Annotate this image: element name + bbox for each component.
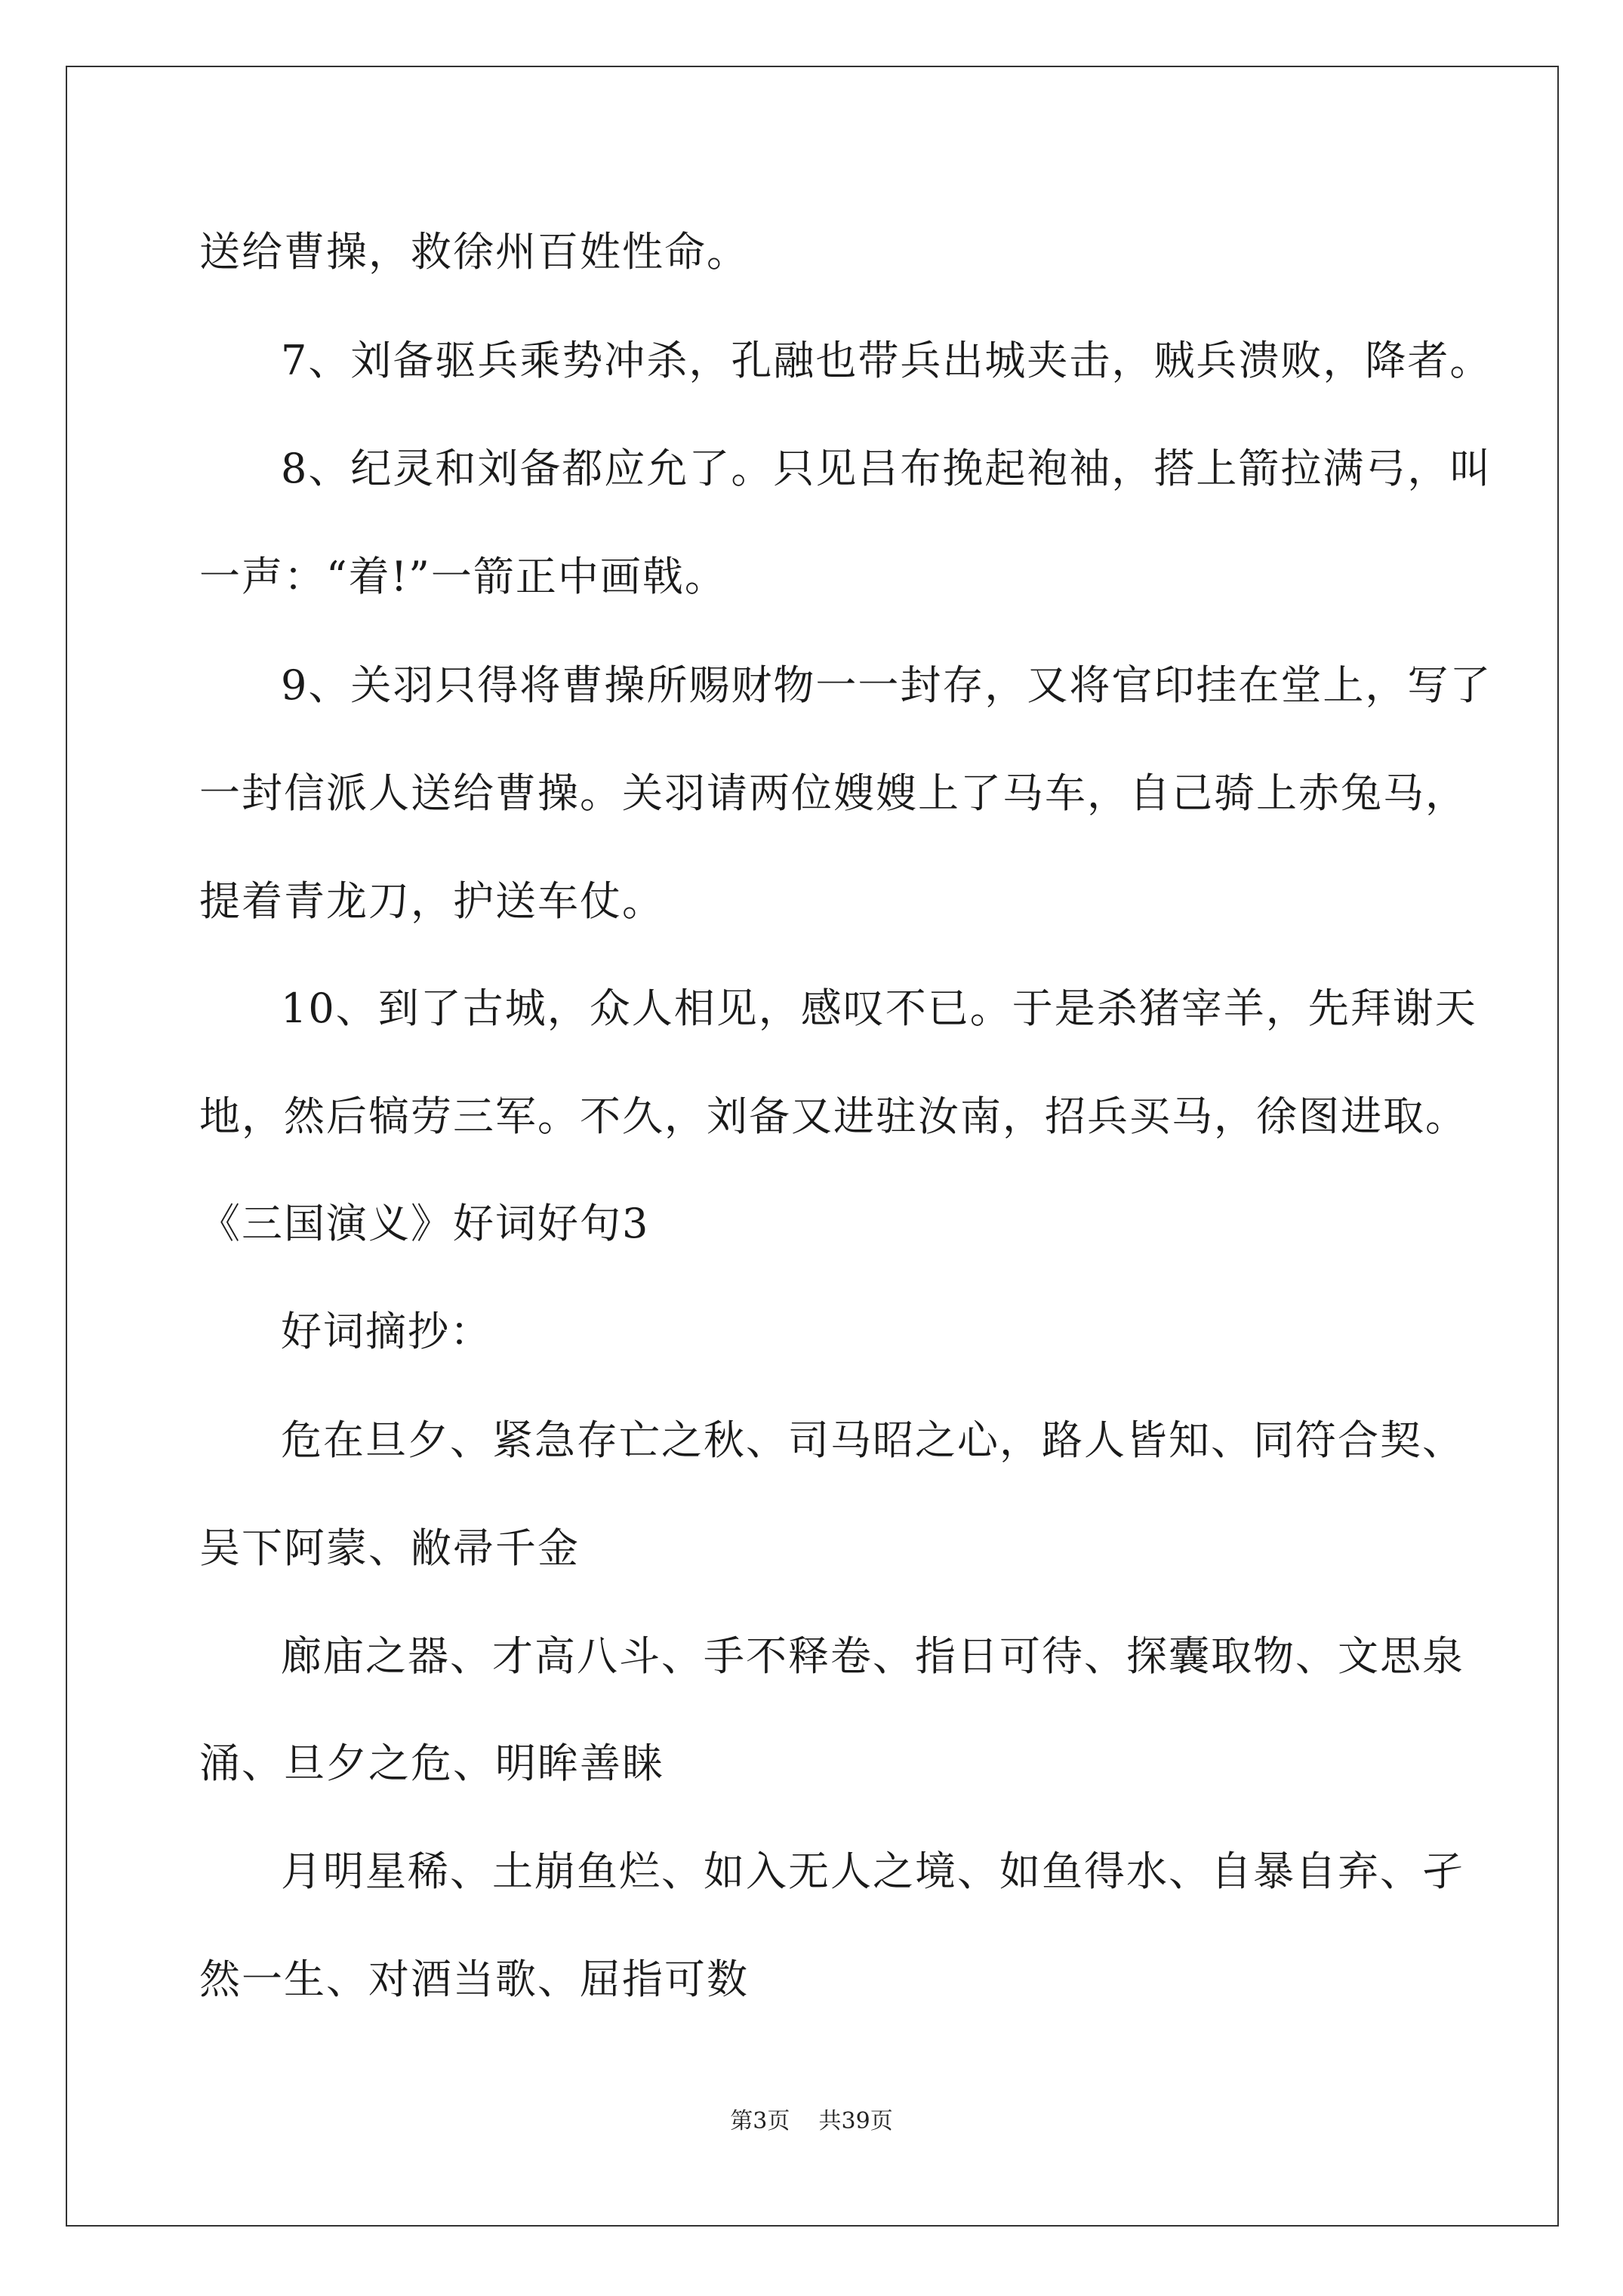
text-line: 10、到了古城，众人相见，感叹不已。于是杀猪宰羊，先拜谢天 xyxy=(281,985,1477,1032)
text-line: 廊庙之器、才高八斗、手不释卷、指日可待、探囊取物、文思泉 xyxy=(281,1632,1464,1680)
text-line: 吴下阿蒙、敝帚千金 xyxy=(199,1524,580,1572)
subheading: 好词摘抄： xyxy=(281,1308,492,1355)
text-line: 地，然后犒劳三军。不久，刘备又进驻汝南，招兵买马，徐图进取。 xyxy=(199,1093,1467,1140)
text-line: 提着青龙刀，护送车仗。 xyxy=(199,877,664,925)
text-line: 月明星稀、土崩鱼烂、如入无人之境、如鱼得水、自暴自弃、孑 xyxy=(281,1848,1464,1895)
text-line: 然一生、对酒当歌、屈指可数 xyxy=(199,1955,749,2003)
text-line: 涌、旦夕之危、明眸善睐 xyxy=(199,1740,664,1787)
text-line: 危在旦夕、紧急存亡之秋、司马昭之心，路人皆知、同符合契、 xyxy=(281,1416,1464,1464)
text-line: 一声：“着!”一箭正中画戟。 xyxy=(199,553,727,600)
text-line: 一封信派人送给曹操。关羽请两位嫂嫂上了马车，自己骑上赤兔马， xyxy=(199,769,1467,817)
page-number: 第3页 共39页 xyxy=(730,2108,893,2134)
page-border xyxy=(66,66,1559,2227)
text-line: 8、纪灵和刘备都应允了。只见吕布挽起袍袖，搭上箭拉满弓，叫 xyxy=(281,445,1492,492)
text-line: 7、刘备驱兵乘势冲杀，孔融也带兵出城夹击，贼兵溃败，降者。 xyxy=(281,337,1492,384)
text-line: 9、关羽只得将曹操所赐财物一一封存，又将官印挂在堂上，写了 xyxy=(281,661,1492,709)
section-heading: 《三国演义》好词好句3 xyxy=(199,1200,650,1247)
text-line: 送给曹操，救徐州百姓性命。 xyxy=(199,228,749,276)
